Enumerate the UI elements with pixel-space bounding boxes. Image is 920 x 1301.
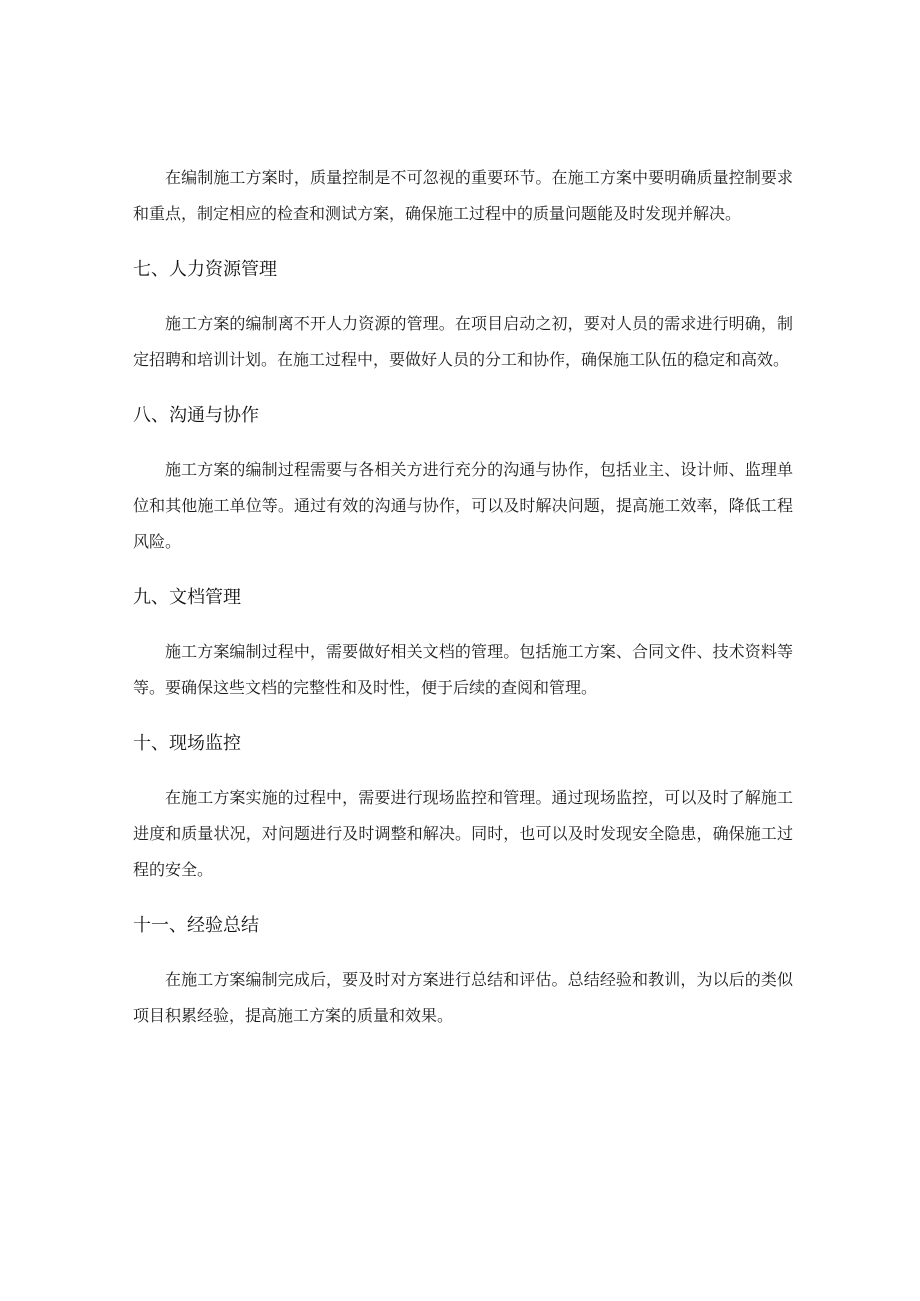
section-paragraph-11: 在施工方案编制完成后，要及时对方案进行总结和评估。总结经验和教训，为以后的类似项目积累经验，提高施工方案的质量和效果。 <box>133 970 793 1025</box>
section-heading-10: 十、现场监控 <box>133 733 241 754</box>
intro-paragraph: 在编制施工方案时，质量控制是不可忽视的重要环节。在施工方案中要明确质量控制要求和重点，制定相应的检查和测试方案，确保施工过程中的质量问题能及时发现并解决。 <box>133 168 793 223</box>
section-heading-8: 八、沟通与协作 <box>133 405 259 426</box>
section-7-heading-block <box>133 252 793 288</box>
section-paragraph-8: 施工方案的编制过程需要与各相关方进行充分的沟通与协作，包括业主、设计师、监理单位和其他施工单位等。通过有效的沟通与协作，可以及时解决问题，提高施工效率，降低工程风险。 <box>133 460 793 551</box>
section-9-heading-block <box>133 580 793 616</box>
section-paragraph-7: 施工方案的编制离不开人力资源的管理。在项目启动之初，要对人员的需求进行明确，制定招聘和培训计划。在施工过程中，要做好人员的分工和协作，确保施工队伍的稳定和高效。 <box>133 314 793 369</box>
section-9-body-block <box>133 634 793 706</box>
document-content <box>133 160 793 1054</box>
section-heading-9: 九、文档管理 <box>133 587 241 608</box>
section-11-heading-block <box>133 908 793 944</box>
section-heading-11: 十一、经验总结 <box>133 915 259 936</box>
section-10-body-block <box>133 780 793 888</box>
section-7-body-block <box>133 306 793 378</box>
section-paragraph-10: 在施工方案实施的过程中，需要进行现场监控和管理。通过现场监控，可以及时了解施工进度和质量状况，对问题进行及时调整和解决。同时，也可以及时发现安全隐患，确保施工过程的安全。 <box>133 788 793 879</box>
intro-block <box>133 160 793 232</box>
section-10-heading-block <box>133 726 793 762</box>
section-heading-7: 七、人力资源管理 <box>133 259 277 280</box>
section-8-body-block <box>133 452 793 560</box>
section-11-body-block <box>133 962 793 1034</box>
section-paragraph-9: 施工方案编制过程中，需要做好相关文档的管理。包括施工方案、合同文件、技术资料等等。要确保这些文档的完整性和及时性，便于后续的查阅和管理。 <box>133 642 793 697</box>
section-8-heading-block <box>133 398 793 434</box>
